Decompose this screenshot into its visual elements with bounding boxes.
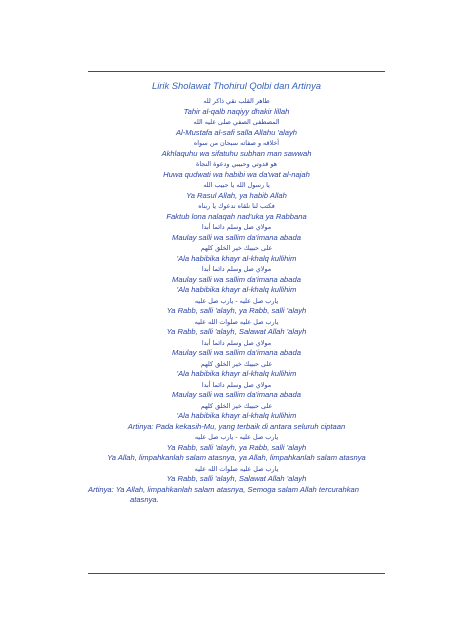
latin-lyric-line: Akhlaquhu wa sifatuhu subhan man sawwah — [161, 148, 312, 158]
latin-lyric-line: Ya Allah, limpahkanlah salam atasnya, ya Allah, limpahkanlah salam atasnya — [107, 453, 366, 462]
arabic-lyric-line: أخلاقه و صفاته سبحان من سواه — [193, 139, 280, 147]
latin-lyric-line: Maulay salli wa sallim da'imana abada — [172, 348, 301, 357]
latin-lyric-line: Artinya: Pada kekasih-Mu, yang terbaik di antara seluruh ciptaan — [127, 421, 346, 431]
arabic-lyric-line: فكتب لنا نلقاه ندعوك يا ربناه — [198, 202, 275, 210]
arabic-lyric-line: يارب صل عليه صلوات الله عليه — [194, 464, 279, 473]
arabic-lyric-line: هو قدوتي وحبيبي ودعوة النجاة — [195, 160, 277, 168]
arabic-lyric-line: على حبيبك خير الخلق كلهم — [200, 401, 273, 410]
latin-lyric-line: Al-Mustafa al-safi salla Allahu 'alayh — [175, 127, 298, 137]
arabic-lyric-line: مولاي صل وسلم دائما أبدا — [201, 265, 272, 273]
latin-lyric-line: Huwa qudwati wa habibi wa da'wat al-najah — [163, 169, 310, 179]
latin-lyric-line: Ya Rasul Allah, ya habib Allah — [186, 190, 287, 200]
latin-lyric-line: atasnya. — [130, 495, 159, 504]
arabic-lyric-line: طاهر القلب نقي ذاكر لله — [203, 97, 270, 105]
bottom-rule — [88, 573, 385, 574]
latin-lyric-line: 'Ala habibika khayr al-khalq kullihim — [176, 253, 297, 263]
latin-lyric-line: Faktub lona nalaqah nad'uka ya Rabbana — [166, 211, 307, 221]
arabic-lyric-line: يارب صل عليه - يارب صل عليه — [194, 433, 279, 441]
document-title: Lirik Sholawat Thohirul Qolbi dan Artinya — [151, 80, 321, 91]
latin-lyric-line: 'Ala habibika khayr al-khalq kullihim — [176, 411, 297, 420]
latin-lyric-line: 'Ala habibika khayr al-khalq kullihim — [176, 369, 297, 378]
latin-lyric-line: Ya Rabb, salli 'alayh, ya Rabb, salli 'alayh — [166, 442, 307, 452]
latin-lyric-line: Ya Rabb, salli 'alayh, Salawat Allah 'alayh — [166, 474, 307, 483]
latin-lyric-line: Maulay salli wa sallim da'imana abada — [172, 390, 301, 399]
latin-lyric-line: Maulay salli wa sallim da'imana abada — [172, 232, 301, 242]
latin-lyric-line: Maulay salli wa sallim da'imana abada — [172, 274, 301, 284]
arabic-lyric-line: المصطفى الصفي صلى عليه الله — [193, 118, 280, 126]
arabic-lyric-line: مولاي صل وسلم دائما أبدا — [201, 380, 272, 389]
arabic-lyric-line: يارب صل عليه صلوات الله عليه — [194, 317, 279, 326]
arabic-lyric-line: مولاي صل وسلم دائما أبدا — [201, 223, 272, 231]
latin-lyric-line: Tahir al-qalb naqiyy dhakir lillah — [183, 106, 290, 116]
lyrics-block — [88, 96, 385, 506]
latin-lyric-line: Ya Rabb, salli 'alayh, Salawat Allah 'alayh — [166, 327, 307, 336]
arabic-lyric-line: على حبيبك خير الخلق كلهم — [200, 244, 273, 252]
latin-lyric-line: Ya Rabb, salli 'alayh, ya Rabb, salli 'alayh — [166, 306, 307, 315]
top-rule — [88, 71, 385, 72]
arabic-lyric-line: يا رسول الله يا حبيب الله — [203, 181, 270, 189]
arabic-lyric-line: على حبيبك خير الخلق كلهم — [200, 359, 273, 368]
arabic-lyric-line: يارب صل عليه - يارب صل عليه — [194, 296, 279, 305]
arabic-lyric-line: مولاي صل وسلم دائما أبدا — [201, 338, 272, 347]
latin-lyric-line: Artinya: Ya Allah, limpahkanlah salam atasnya, Semoga salam Allah tercurahkan — [88, 484, 359, 494]
latin-lyric-line: 'Ala habibika khayr al-khalq kullihim — [176, 285, 297, 294]
